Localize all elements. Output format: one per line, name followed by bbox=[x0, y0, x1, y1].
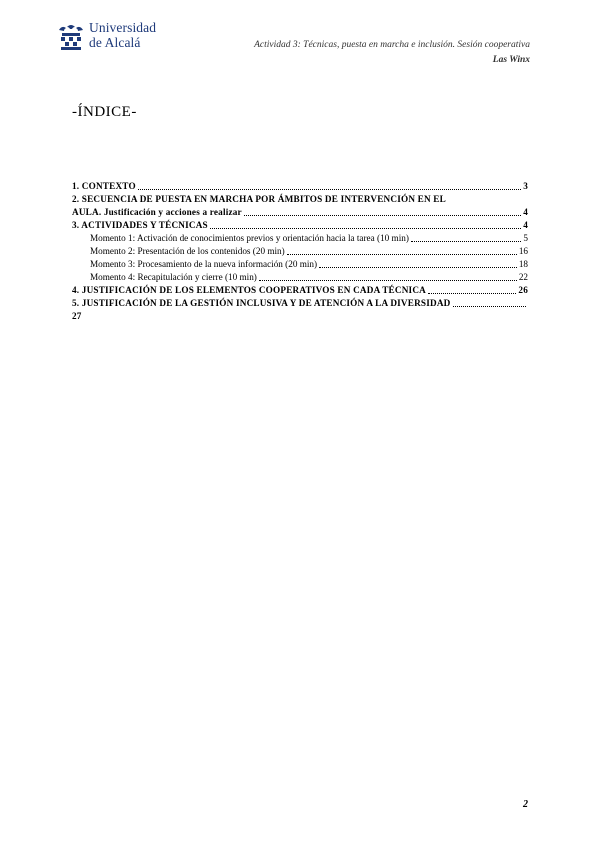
toc-entry-justificacion-inclusiva[interactable] bbox=[72, 297, 528, 323]
toc-entry-momento-3[interactable] bbox=[72, 258, 528, 271]
toc-entry-page: 5 bbox=[523, 233, 528, 243]
toc-leader bbox=[210, 228, 521, 229]
toc-leader bbox=[138, 189, 521, 190]
toc-entry-title: 3. ACTIVIDADES Y TÉCNICAS bbox=[72, 220, 208, 230]
header-authors: Las Winx bbox=[492, 55, 530, 65]
toc-leader bbox=[428, 293, 516, 294]
toc-entry-contexto[interactable] bbox=[72, 180, 528, 193]
toc-entry-page: 4 bbox=[523, 207, 528, 217]
toc-entry-page: 27 bbox=[72, 311, 82, 321]
toc-entry-page: 4 bbox=[523, 220, 528, 230]
toc-entry-momento-1[interactable] bbox=[72, 232, 528, 245]
table-of-contents bbox=[72, 180, 528, 323]
toc-entry-title-continued: AULA. Justificación y acciones a realizar bbox=[72, 207, 242, 217]
logo-line-1: Universidad bbox=[89, 20, 157, 35]
toc-entry-title: Momento 4: Recapitulación y cierre (10 min) bbox=[90, 272, 257, 282]
toc-entry-title: Momento 3: Procesamiento de la nueva información (20 min) bbox=[90, 259, 318, 269]
toc-leader bbox=[411, 241, 521, 242]
toc-entry-title: Momento 2: Presentación de los contenidos (20 min) bbox=[90, 246, 285, 256]
toc-entry-page: 16 bbox=[518, 246, 528, 256]
page-header bbox=[200, 38, 530, 68]
toc-entry-justificacion-cooperativos[interactable] bbox=[72, 284, 528, 297]
toc-leader bbox=[259, 280, 517, 281]
toc-entry-title: Momento 1: Activación de conocimientos previos y orientación hacia la tarea (10 min) bbox=[90, 233, 409, 243]
toc-leader bbox=[244, 215, 521, 216]
toc-entry-page: 18 bbox=[518, 259, 528, 269]
toc-entry-actividades[interactable] bbox=[72, 219, 528, 232]
university-crest-icon bbox=[56, 22, 86, 52]
toc-entry-page: 22 bbox=[518, 272, 528, 282]
toc-leader bbox=[287, 254, 517, 255]
toc-entry-momento-2[interactable] bbox=[72, 245, 528, 258]
toc-entry-title: 2. SECUENCIA DE PUESTA EN MARCHA POR ÁMBITOS DE INTERVENCIÓN EN EL bbox=[72, 194, 446, 204]
logo-line-2: de Alcalá bbox=[89, 35, 141, 50]
toc-title: -ÍNDICE- bbox=[72, 104, 137, 120]
toc-entry-title: 5. JUSTIFICACIÓN DE LA GESTIÓN INCLUSIVA Y DE ATENCIÓN A LA DIVERSIDAD bbox=[72, 298, 451, 308]
toc-entry-page: 3 bbox=[523, 181, 528, 191]
header-activity-title: Actividad 3: Técnicas, puesta en marcha e inclusión. Sesión cooperativa bbox=[254, 40, 530, 50]
toc-leader bbox=[319, 267, 517, 268]
toc-entry-title: 4. JUSTIFICACIÓN DE LOS ELEMENTOS COOPERATIVOS EN CADA TÉCNICA bbox=[72, 285, 427, 295]
toc-entry-secuencia[interactable] bbox=[72, 193, 528, 219]
toc-entry-title: 1. CONTEXTO bbox=[72, 181, 136, 191]
university-logo bbox=[56, 20, 176, 56]
toc-entry-page: 26 bbox=[518, 285, 528, 295]
toc-leader bbox=[453, 306, 526, 307]
page-number: 2 bbox=[523, 799, 528, 810]
toc-entry-momento-4[interactable] bbox=[72, 271, 528, 284]
